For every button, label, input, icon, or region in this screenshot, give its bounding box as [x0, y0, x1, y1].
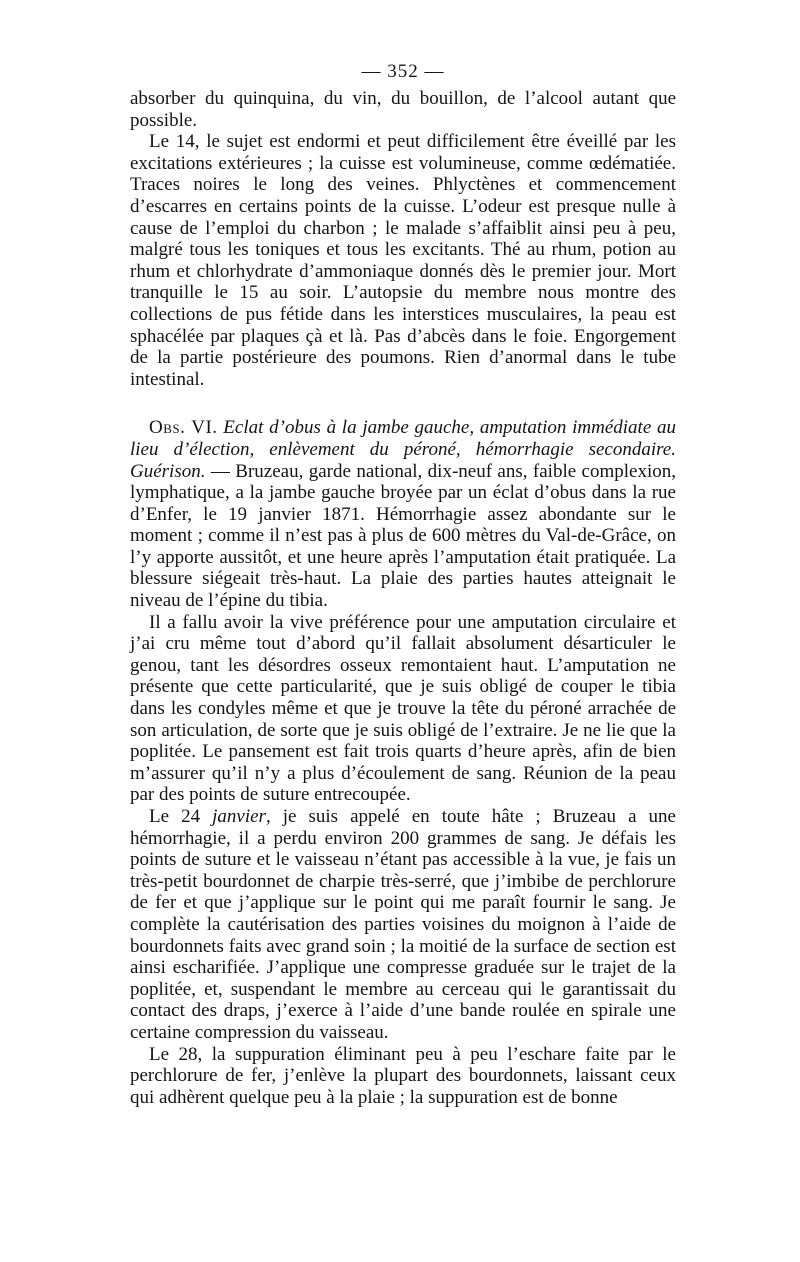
p5-pre: Le 24 — [149, 806, 213, 827]
page-number: — 352 — — [361, 61, 445, 82]
paragraph-amputation: Il a fallu avoir la vive préférence pour une amputation circulaire et j’ai cru même tout d’abord qu’il fallait absolument désarticuler le genou, tant les désordres osseux remontaient haut. L’amputation ne présente que cette particularité, que je suis obligé de couper le tibia dans les condyles même et que je trouve la tête du péroné arrachée de son articulation, de sorte que je suis obligé de l’extraire. Je ne lie que la poplitée. Le pansement est fait trois quarts d’heure après, afin de bien m’assurer qu’il n’y a plus d’écoulement de sang. Réunion de la peau par des points de suture entrecoupée. — [130, 611, 676, 806]
observation-heading-paragraph — [130, 417, 676, 611]
section-gap — [130, 390, 676, 417]
p5-post: , je suis appelé en toute hâte ; Bruzeau a une hémorrhagie, il a perdu environ 200 grammes de sang. Je défais les points de suture et le vaisseau n’étant pas accessible à la vue, je fais un très-petit bourdonnet de charpie très-serré, que j’imbibe de perchlorure de fer et que j’applique sur le point qui me paraît fournir le sang. Je complète la cautérisation des parties voisines du moignon à l’aide de bourdonnets faits avec grand soin ; la moitié de la surface de section est ainsi escharifiée. J’applique une compresse graduée sur le trajet de la poplitée, et, suspendant le membre au cerceau qui le garantissait du contact des draps, j’exerce à l’aide d’une bande roulée en spirale une certaine compression du vaisseau. — [130, 806, 676, 1043]
book-page — [130, 58, 676, 1108]
paragraph-continued: absorber du quinquina, du vin, du bouillon, de l’alcool autant que possible. — [130, 88, 676, 131]
paragraph-day-28: Le 28, la suppuration éliminant peu à peu l’eschare faite par le perchlorure de fer, j’enlève la plupart des bourdonnets, laissant ceux qui adhèrent quelque peu à la plaie ; la suppuration est de bonne — [130, 1043, 676, 1108]
paragraph-day-14: Le 14, le sujet est endormi et peut difficilement être éveillé par les excitations extérieures ; la cuisse est volumineuse, comme œdématiée. Traces noires le long des veines. Phlyctènes et commencement d’escarres en certains points de la cuisse. L’odeur est presque nulle à cause de l’emploi du charbon ; le malade s’affaiblit ainsi peu à peu, malgré tous les toniques et tous les excitants. Thé au rhum, potion au rhum et chlorhydrate d’ammoniaque donnés dès le premier jour. Mort tranquille le 15 au soir. L’autopsie du membre nous montre des collections de pus fétide dans les interstices musculaires, la peau est sphacélée par plaques çà et là. Pas d’abcès dans le foie. Engorgement de la partie postérieure des poumons. Rien d’anormal dans le tube intestinal. — [130, 131, 676, 390]
paragraph-january-24 — [130, 806, 676, 1044]
observation-title: Eclat d’obus à la jambe gauche, amputation immédiate au lieu d’élection, enlèvement du péroné, hémorrhagie secondaire. Guérison. — [130, 417, 676, 482]
observation-label: Obs. VI. — [149, 417, 218, 439]
p5-date: janvier — [212, 806, 266, 827]
observation-body: — Bruzeau, garde national, dix-neuf ans, faible complexion, lymphatique, a la jambe gauche broyée par un éclat d’obus dans la rue d’Enfer, le 19 janvier 1871. Hémorrhagie assez abondante sur le moment ; comme il n’est pas à plus de 600 mètres du Val-de-Grâce, on l’y apporte aussitôt, et une heure après l’amputation était pratiquée. La blessure siégeait très-haut. La plaie des parties hautes atteignait le niveau de l’épine du tibia. — [130, 460, 677, 612]
